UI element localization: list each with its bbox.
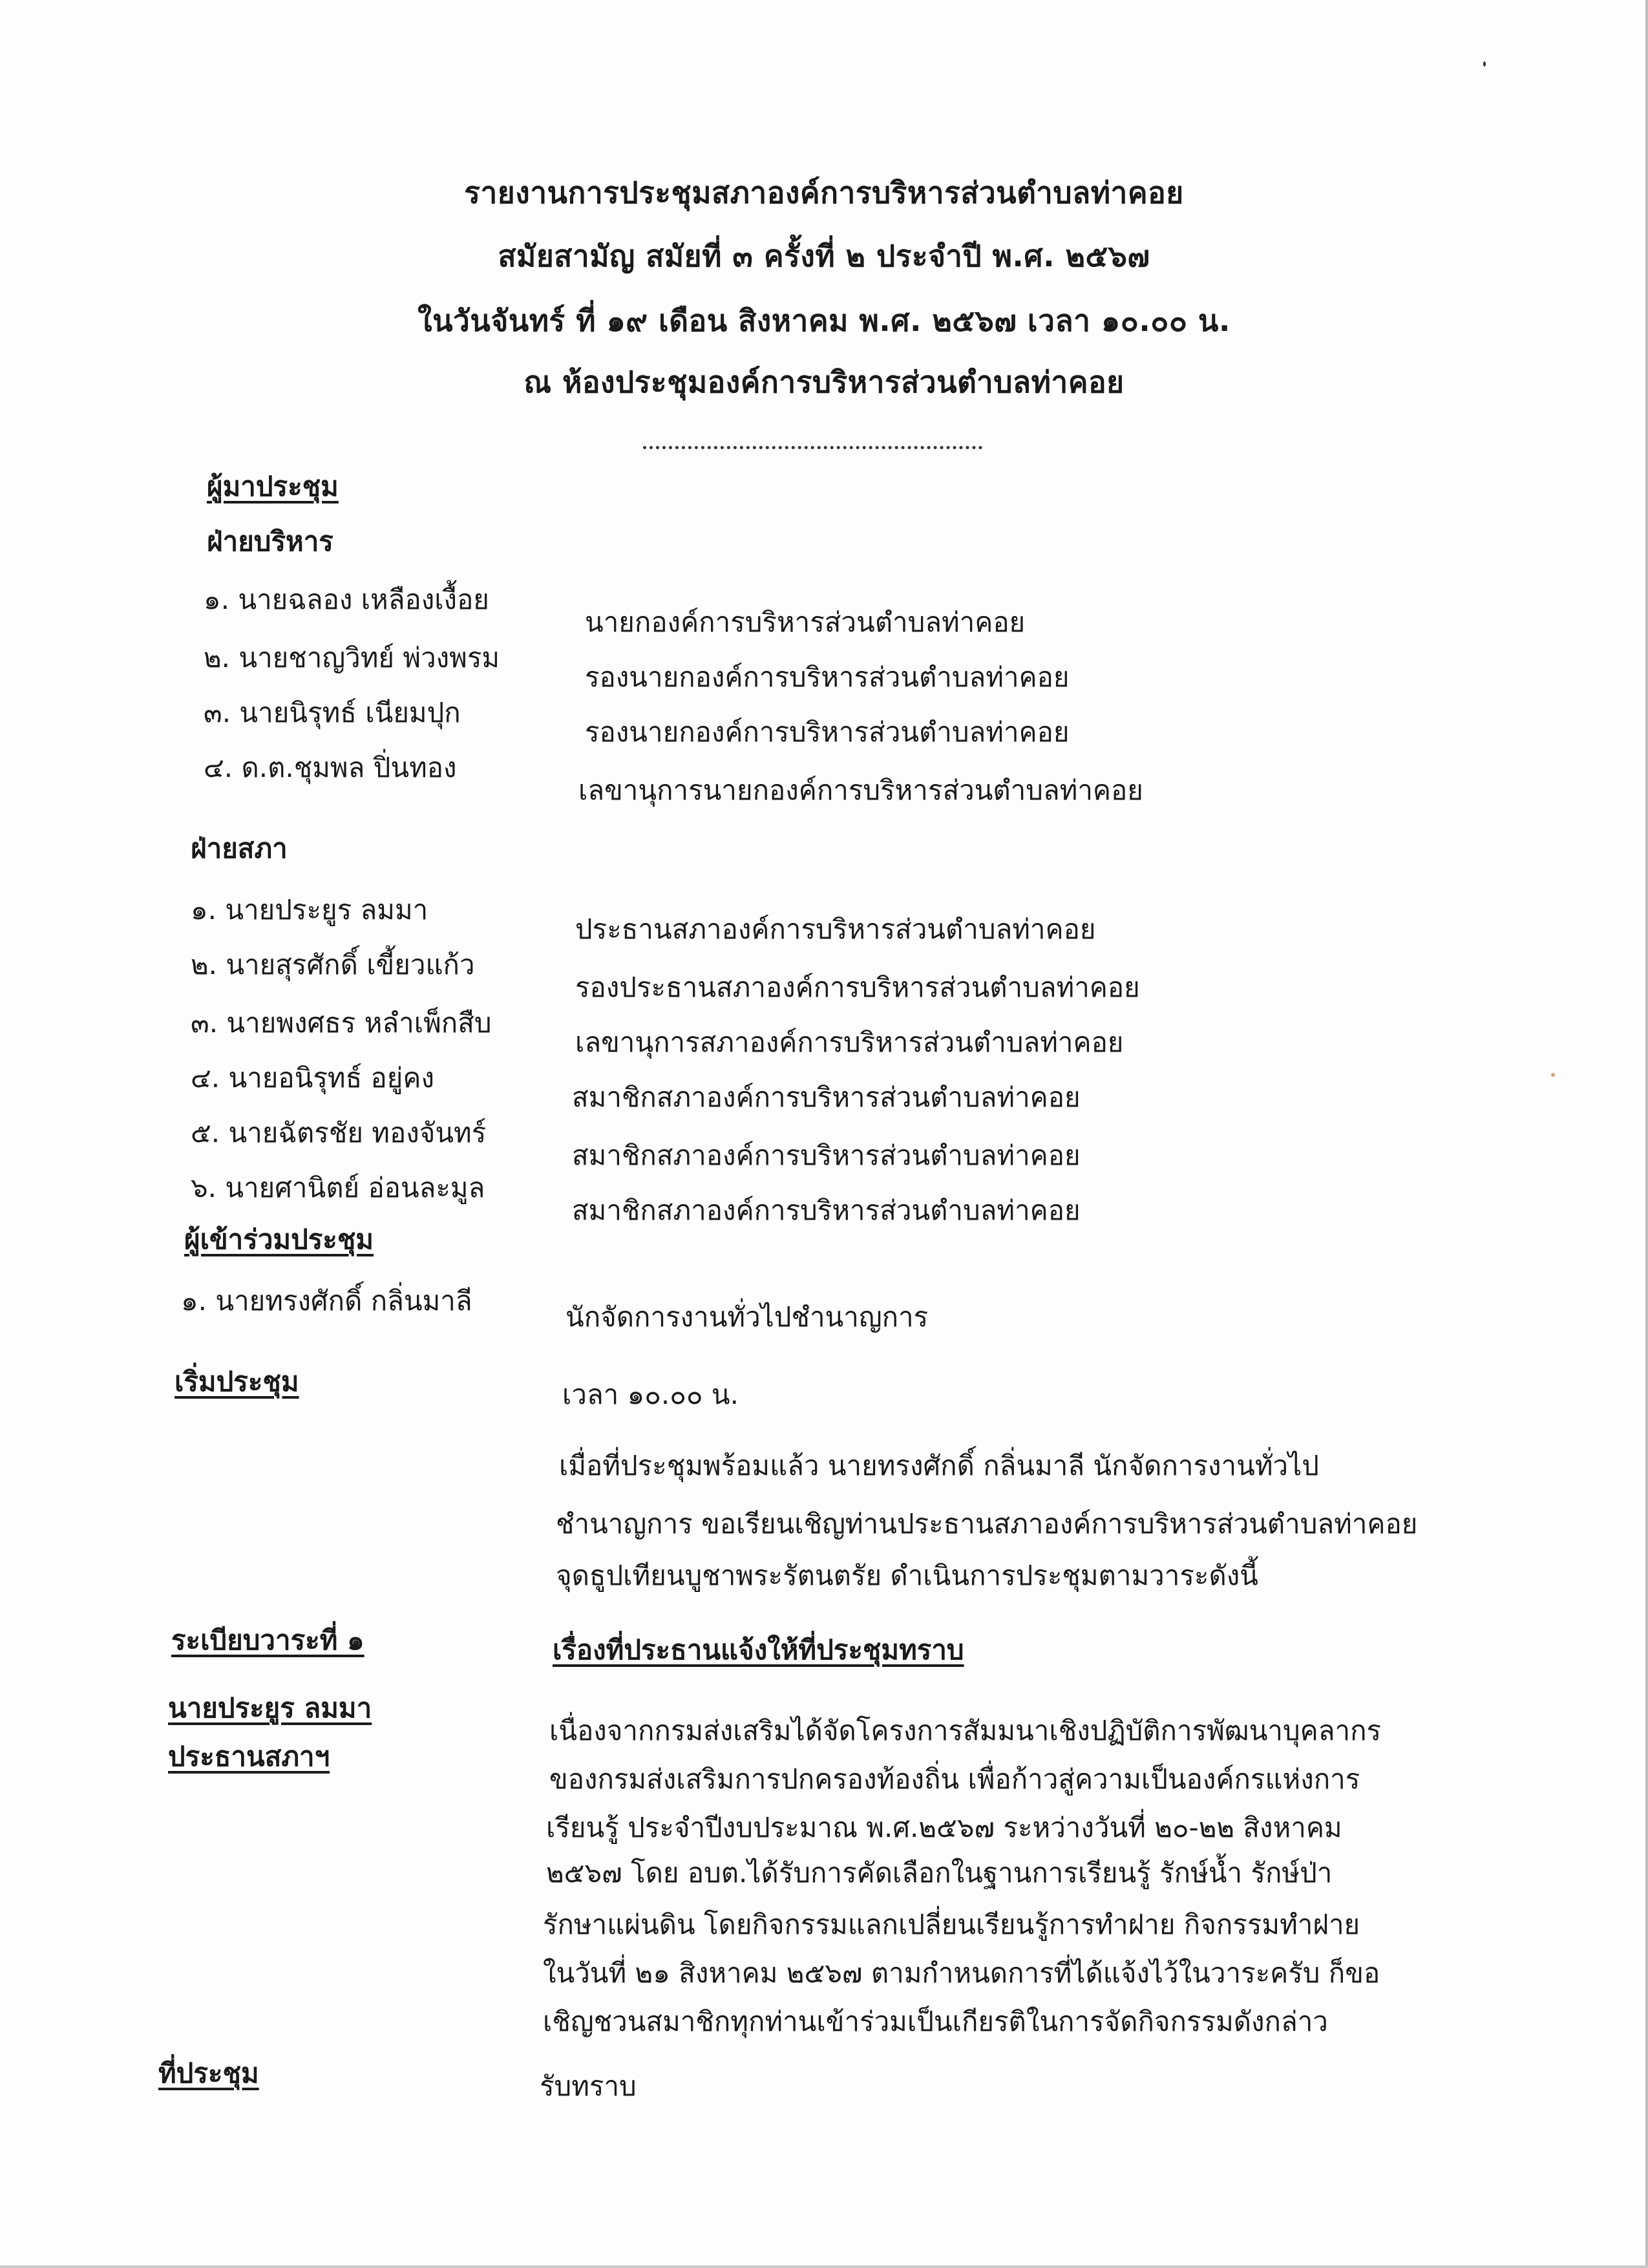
council-member-position: สมาชิกสภาองค์การบริหารส่วนตำบลท่าคอย <box>572 1194 1081 1226</box>
agenda-1-label: ระเบียบวาระที่ ๑ <box>171 1624 364 1656</box>
scan-speck <box>1551 1073 1555 1077</box>
council-member-name: ๕. นายฉัตรชัย ทองจันทร์ <box>191 1117 487 1149</box>
executive-member-position: รองนายกองค์การบริหารส่วนตำบลท่าคอย <box>585 716 1070 748</box>
dotted-separator <box>643 446 982 449</box>
scan-edge-right <box>1645 0 1648 2268</box>
date-time-line: ในวันจันทร์ ที่ ๑๙ เดือน สิงหาคม พ.ศ. ๒๕๖๗ เวลา ๑๐.๐๐ น. <box>417 303 1231 338</box>
participants-heading: ผู้เข้าร่วมประชุม <box>184 1224 374 1255</box>
council-member-name: ๔. นายอนิรุทธ์ อยู่คง <box>191 1062 434 1094</box>
opening-text-line: ชำนาญการ ขอเรียนเชิญท่านประธานสภาองค์การบริหารส่วนตำบลท่าคอย <box>556 1508 1418 1540</box>
executive-member-name: ๑. นายฉลอง เหลืองเงื้อย <box>204 584 489 615</box>
council-member-name: ๖. นายศานิตย์ อ่อนละมูล <box>191 1172 485 1203</box>
council-member-position: เลขานุการสภาองค์การบริหารส่วนตำบลท่าคอย <box>575 1026 1124 1058</box>
statement-line: ในวันที่ ๒๑ สิงหาคม ๒๕๖๗ ตามกำหนดการที่ได้แจ้งไว้ในวาระครับ ก็ขอ <box>543 1957 1380 1989</box>
participant-name: ๑. นายทรงศักดิ์ กลิ่นมาลี <box>181 1285 472 1317</box>
resolution-label: ที่ประชุม <box>158 2057 259 2089</box>
report-title: รายงานการประชุมสภาองค์การบริหารส่วนตำบลท่าคอย <box>464 175 1184 210</box>
executive-member-position: รองนายกองค์การบริหารส่วนตำบลท่าคอย <box>585 661 1070 693</box>
council-member-name: ๒. นายสุรศักดิ์ เขี้ยวแก้ว <box>191 949 475 980</box>
scan-speck <box>1483 61 1486 67</box>
participant-position: นักจัดการงานทั่วไปชำนาญการ <box>565 1301 929 1333</box>
statement-line: เชิญชวนสมาชิกทุกท่านเข้าร่วมเป็นเกียรติในการจัดกิจกรรมดังกล่าว <box>543 2006 1328 2037</box>
opening-time: เวลา ๑๐.๐๐ น. <box>562 1379 739 1410</box>
executive-member-name: ๒. นายชาญวิทย์ พ่วงพรม <box>204 642 500 673</box>
session-line: สมัยสามัญ สมัยที่ ๓ ครั้งที่ ๒ ประจำปี พ.ศ. ๒๕๖๗ <box>498 238 1150 273</box>
statement-line: รักษาแผ่นดิน โดยกิจกรรมแลกเปลี่ยนเรียนรู้การทำฝาย กิจกรรมทำฝาย <box>543 1909 1360 1940</box>
attendees-heading: ผู้มาประชุม <box>207 471 339 502</box>
statement-line: ของกรมส่งเสริมการปกครองท้องถิ่น เพื่อก้าวสู่ความเป็นองค์กรแห่งการ <box>549 1763 1360 1795</box>
council-member-name: ๑. นายประยูร ลมมา <box>191 894 428 926</box>
statement-line: เรียนรู้ ประจำปีงบประมาณ พ.ศ.๒๕๖๗ ระหว่างวันที่ ๒๐-๒๒ สิงหาคม <box>546 1812 1342 1843</box>
opening-text-line: จุดธูปเทียนบูชาพระรัตนตรัย ดำเนินการประชุมตามวาระดังนี้ <box>556 1560 1258 1591</box>
venue-line: ณ ห้องประชุมองค์การบริหารส่วนตำบลท่าคอย <box>523 365 1125 399</box>
council-member-name: ๓. นายพงศธร หลำเพ็กสืบ <box>191 1007 492 1039</box>
council-member-position: สมาชิกสภาองค์การบริหารส่วนตำบลท่าคอย <box>572 1081 1081 1113</box>
council-member-position: สมาชิกสภาองค์การบริหารส่วนตำบลท่าคอย <box>572 1139 1081 1171</box>
speaker-name: นายประยูร ลมมา <box>168 1692 372 1724</box>
resolution-value: รับทราบ <box>540 2070 637 2102</box>
executive-member-name: ๔. ด.ต.ชุมพล ปิ่นทอง <box>204 752 457 783</box>
council-member-position: ประธานสภาองค์การบริหารส่วนตำบลท่าคอย <box>575 913 1096 945</box>
agenda-1-title: เรื่องที่ประธานแจ้งให้ที่ประชุมทราบ <box>553 1634 964 1666</box>
executive-heading: ฝ่ายบริหาร <box>207 525 333 557</box>
executive-member-name: ๓. นายนิรุทธ์ เนียมปุก <box>204 697 461 728</box>
executive-member-position: เลขานุการนายกองค์การบริหารส่วนตำบลท่าคอย <box>578 774 1143 806</box>
council-member-position: รองประธานสภาองค์การบริหารส่วนตำบลท่าคอย <box>575 971 1140 1003</box>
statement-line: เนื่องจากกรมส่งเสริมได้จัดโครงการสัมมนาเชิงปฏิบัติการพัฒนาบุคลากร <box>549 1715 1382 1746</box>
council-heading: ฝ่ายสภา <box>191 832 288 864</box>
statement-line: ๒๕๖๗ โดย อบต.ได้รับการคัดเลือกในฐานการเรียนรู้ รักษ์น้ำ รักษ์ป่า <box>546 1857 1333 1889</box>
scan-edge-bottom <box>0 2265 1648 2268</box>
opening-label: เริ่มประชุม <box>174 1366 299 1397</box>
speaker-role: ประธานสภาฯ <box>168 1741 330 1772</box>
executive-member-position: นายกองค์การบริหารส่วนตำบลท่าคอย <box>585 606 1026 638</box>
opening-text-line: เมื่อที่ประชุมพร้อมแล้ว นายทรงศักดิ์ กลิ่นมาลี นักจัดการงานทั่วไป <box>559 1450 1319 1481</box>
